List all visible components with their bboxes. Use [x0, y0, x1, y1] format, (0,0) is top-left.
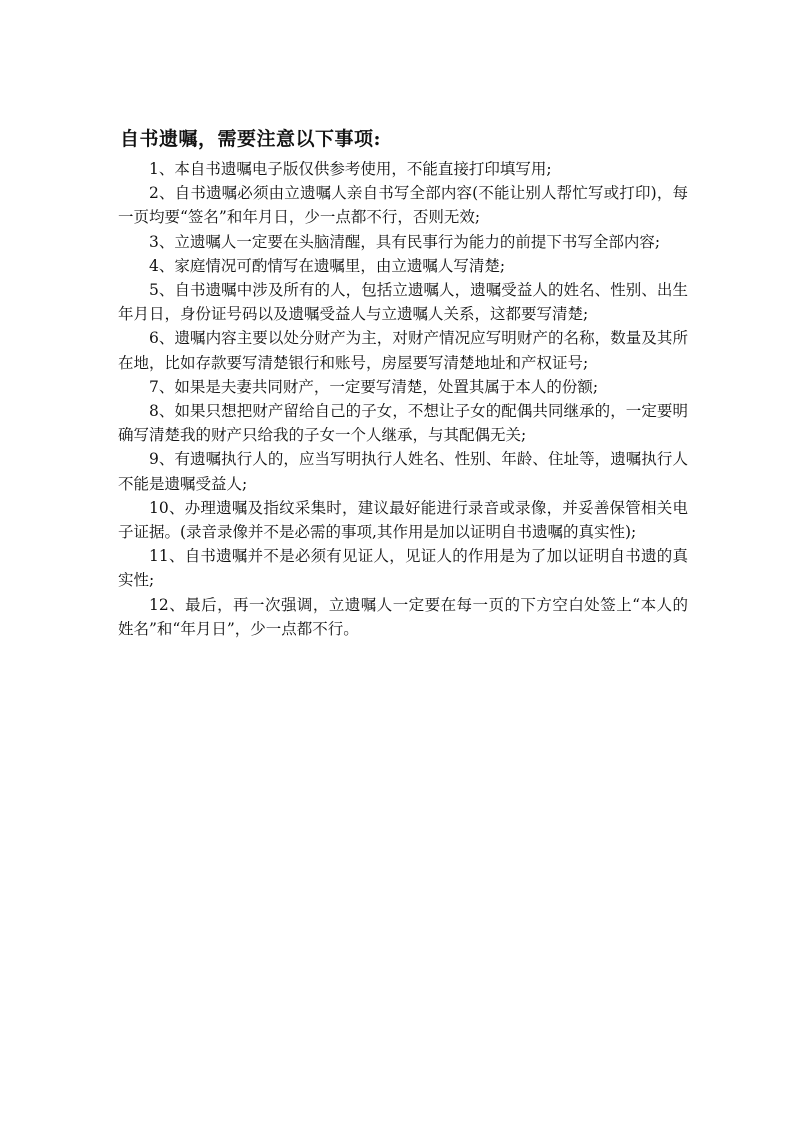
notes-list — [118, 157, 688, 641]
list-item: 9、有遗嘱执行人的，应当写明执行人姓名、性别、年龄、住址等，遗嘱执行人不能是遗嘱受益人; — [118, 450, 688, 493]
list-item: 11、自书遗嘱并不是必须有见证人，见证人的作用是为了加以证明自书遗的真实性; — [118, 547, 688, 590]
list-item: 7、如果是夫妻共同财产，一定要写清楚，处置其属于本人的份额; — [149, 377, 599, 396]
list-item: 2、自书遗嘱必须由立遗嘱人亲自书写全部内容(不能让别人帮忙写或打印)，每一页均要“签名”和年月日，少一点都不行，否则无效; — [118, 184, 688, 227]
list-item: 12、最后，再一次强调，立遗嘱人一定要在每一页的下方空白处签上“本人的姓名”和“年月日”，少一点都不行。 — [118, 595, 688, 638]
list-item: 6、遗嘱内容主要以处分财产为主，对财产情况应写明财产的名称，数量及其所在地，比如存款要写清楚银行和账号，房屋要写清楚地址和产权证号; — [118, 329, 688, 372]
list-item: 1、本自书遗嘱电子版仅供参考使用，不能直接打印填写用; — [149, 160, 552, 178]
list-item: 4、家庭情况可酌情写在遗嘱里，由立遗嘱人写清楚; — [149, 256, 506, 275]
list-item: 10、办理遗嘱及指纹采集时，建议最好能进行录音或录像，并妥善保管相关电子证据。(录音录像并不是必需的事项,其作用是加以证明自书遗嘱的真实性); — [118, 498, 688, 542]
list-item: 5、自书遗嘱中涉及所有的人，包括立遗嘱人，遗嘱受益人的姓名、性别、出生年月日，身份证号码以及遗嘱受益人与立遗嘱人关系，这都要写清楚; — [118, 281, 688, 324]
list-item: 3、立遗嘱人一定要在头脑清醒，具有民事行为能力的前提下书写全部内容; — [149, 232, 661, 251]
document-title: 自书遗嘱，需要注意以下事项: — [120, 128, 382, 150]
list-item: 8、如果只想把财产留给自己的子女，不想让子女的配偶共同继承的，一定要明确写清楚我的财产只给我的子女一个人继承，与其配偶无关; — [118, 402, 688, 445]
